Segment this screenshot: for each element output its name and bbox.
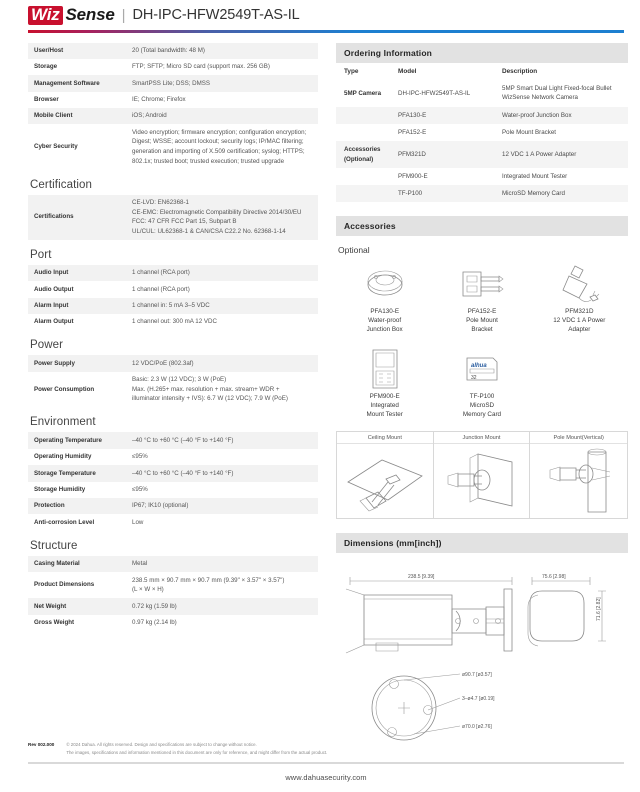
ordering-information-panel [336, 43, 628, 203]
ordering-row [336, 141, 628, 168]
spec-key: Power Supply [34, 359, 75, 367]
dimensions-panel-title: Dimensions (mm[inch]) [336, 533, 628, 553]
accessory-desc-line: Bracket [471, 326, 493, 334]
section-title: Environment [30, 416, 96, 429]
spec-value [126, 482, 318, 498]
ordering-type [336, 168, 390, 185]
spec-row [28, 465, 318, 481]
spec-value [126, 195, 318, 240]
dim-length-label: 238.5 [9.39] [408, 574, 435, 581]
spec-key: Audio Input [34, 269, 69, 277]
spec-value-line: (L × W × H) [132, 586, 164, 594]
spec-row [28, 298, 318, 314]
ordering-row [336, 124, 628, 141]
spec-key: Casing Material [34, 560, 80, 568]
spec-value-line: Basic: 2.3 W (12 VDC); 3 W (PoE) [132, 376, 227, 384]
spec-value-line: 1 channel (RCA port) [132, 269, 190, 277]
mount-tester-icon [338, 347, 431, 391]
spec-key: Net Weight [34, 602, 67, 610]
accessory-desc-line: Pole Mount [466, 317, 498, 325]
ordering-description: Pole Mount Bracket [502, 129, 556, 136]
spec-value-line: illuminator intensity + IVS): 6.7 W (12 VDC); 7.9 W (PoE) [132, 395, 288, 403]
spec-key: Operating Humidity [34, 453, 92, 461]
spec-key: Operating Temperature [34, 436, 102, 444]
dimensions-drawings [336, 553, 628, 752]
spec-key: Alarm Output [34, 318, 74, 326]
accessory-item [531, 259, 628, 340]
legal-line-2: The images, specifications and information mentioned in this document are only for reference, and might differ from the actual product. [66, 749, 328, 755]
legal-line-1: © 2024 Dahua. All rights reserved. Design and specifications are subject to change without notice. [66, 742, 257, 747]
mount-pole-caption: Pole Mount(Vertical) [530, 432, 627, 444]
accessory-desc-line: MicroSD [469, 402, 495, 410]
spec-row [28, 43, 318, 59]
dim-base-inner-label: ø70.0 [ø2.76] [462, 724, 492, 731]
spec-row [28, 498, 318, 514]
ordering-description: 12 VDC 1 A Power Adapter [502, 150, 577, 158]
ordering-header-row [336, 63, 628, 81]
ordering-panel-title: Ordering Information [336, 43, 628, 63]
spec-value [126, 514, 318, 530]
ordering-type [336, 124, 390, 141]
spec-key: Storage Humidity [34, 486, 86, 494]
wiz-badge: Wiz [28, 6, 63, 25]
spec-value-line: UL/CUL: UL62368-1 & CAN/CSA C22.2 No. 62368-1-14 [132, 227, 286, 235]
ordering-description: 5MP Smart Dual Light Fixed-focal Bullet WizSense Network Camera [502, 85, 612, 102]
accessories-grid [336, 259, 628, 425]
accessory-model: TF-P100 [469, 393, 495, 401]
website-url[interactable]: www.dahuasecurity.com [285, 773, 367, 782]
accessory-label [435, 393, 528, 420]
footer-text [28, 741, 624, 762]
spec-value-line: IP67; IK10 (optional) [132, 502, 189, 510]
page-title: DH-IPC-HFW2549T-AS-IL [132, 7, 300, 23]
left-column [28, 43, 318, 631]
mount-junction-caption: Junction Mount [434, 432, 530, 444]
spec-row [28, 355, 318, 371]
svg-text:32: 32 [470, 375, 477, 382]
spec-value [126, 314, 318, 330]
ordering-type: 5MP Camera [344, 89, 382, 97]
spec-key: Gross Weight [34, 618, 75, 626]
spec-key: Browser [34, 96, 59, 104]
mount-ceiling-caption: Ceiling Mount [337, 432, 433, 444]
microsd-card-icon [435, 347, 528, 391]
ordering-row [336, 107, 628, 124]
spec-row [28, 75, 318, 91]
dim-base-outer-label: ø90.7 [ø3.57] [462, 672, 492, 679]
accessory-desc-line: Integrated [370, 402, 399, 410]
dim-front-width-label: 75.6 [2.98] [542, 574, 566, 581]
spec-value [126, 265, 318, 281]
spec-key: Certifications [34, 213, 74, 221]
spec-value [126, 498, 318, 514]
spec-row [28, 314, 318, 330]
spec-row [28, 432, 318, 448]
ordering-description: Integrated Mount Tester [502, 172, 568, 180]
spec-key: Protection [34, 502, 65, 510]
header-separator: | [121, 6, 126, 24]
spec-table [28, 556, 318, 631]
spec-row [28, 265, 318, 281]
ordering-col-model: Model [398, 67, 417, 75]
mount-diagram-box [336, 431, 628, 519]
spec-value-line: Metal [132, 560, 148, 568]
page-header [0, 0, 640, 30]
spec-key: Management Software [34, 79, 100, 87]
pole-mount-bracket-icon [435, 262, 528, 306]
spec-key: Audio Output [34, 285, 74, 293]
spec-value-line: 0.97 kg (2.14 lb) [132, 618, 177, 626]
spec-value-line: –40 °C to +60 °C (–40 °F to +140 °F) [132, 469, 234, 477]
content-columns [0, 33, 640, 753]
dim-front-height-label: 71.6 [2.82] [596, 597, 602, 622]
spec-row [28, 59, 318, 75]
power-adapter-icon [533, 262, 626, 306]
spec-key: Power Consumption [34, 385, 95, 393]
spec-row [28, 482, 318, 498]
spec-row [28, 449, 318, 465]
ordering-table [336, 63, 628, 203]
spec-row [28, 108, 318, 124]
accessory-model: PFA152-E [467, 308, 497, 316]
accessory-model: PFM900-E [369, 393, 400, 401]
base-view-drawing [336, 666, 628, 752]
spec-key: Product Dimensions [34, 581, 95, 589]
accessory-item [336, 259, 433, 340]
spec-key: Storage [34, 63, 58, 71]
ordering-model: DH-IPC-HFW2549T-AS-IL [398, 89, 471, 97]
ordering-description: Water-proof Junction Box [502, 111, 572, 119]
spec-value [126, 572, 318, 598]
wizsense-logo [28, 5, 115, 25]
accessories-panel-title: Accessories [336, 216, 628, 236]
accessory-desc-line: Water-proof [368, 317, 402, 325]
spec-row [28, 514, 318, 530]
spec-row [28, 92, 318, 108]
spec-key: Storage Temperature [34, 469, 96, 477]
spec-value [126, 449, 318, 465]
spec-value-line: CE-EMC: Electromagnetic Compatibility Directive 2014/30/EU [132, 208, 302, 216]
svg-text:alhua: alhua [470, 363, 487, 370]
dim-base-holes-label: 3–ø4.7 [ø0.19] [462, 696, 495, 703]
spec-row [28, 615, 318, 631]
section-title: Certification [30, 178, 93, 191]
spec-value: Video encryption; firmware encryption; configuration encryption; Digest; WSSE; account lockout; security logs; IP/MAC filtering; generation and importing of X.509 certification; syslog; HTTPS; 802.1x; trusted boot; trusted execution; trusted upgrade [132, 128, 307, 165]
mount-ceiling [337, 432, 434, 518]
ordering-col-type: Type [344, 67, 359, 75]
spec-value-line: –40 °C to +60 °C (–40 °F to +140 °F) [132, 436, 234, 444]
ordering-model: PFM321D [398, 150, 426, 158]
accessory-item [336, 344, 433, 425]
accessory-model: PFA130-E [370, 308, 400, 316]
spec-key: User/Host [34, 46, 64, 54]
spec-value-line: 1 channel out: 300 mA 12 VDC [132, 318, 217, 326]
spec-value [126, 432, 318, 448]
spec-value-line: Max. (H.265+ max. resolution + max. stream+ WDR + [132, 385, 280, 393]
section-title: Port [30, 248, 52, 261]
spec-table [28, 432, 318, 530]
general-spec-table [28, 43, 318, 170]
ordering-description: MicroSD Memory Card [502, 190, 565, 198]
spec-key: Mobile Client [34, 112, 73, 120]
spec-value-line: Low [132, 518, 144, 526]
spec-value-line: 0.72 kg (1.59 lb) [132, 602, 177, 610]
spec-value [126, 372, 318, 408]
spec-row [28, 124, 318, 169]
spec-value: 20 (Total bandwidth: 48 M) [132, 46, 205, 54]
ordering-model: PFM900-E [398, 172, 428, 180]
accessory-label [338, 308, 431, 335]
spec-value-line: 238.5 mm × 90.7 mm × 90.7 mm (9.39" × 3.57" × 3.57") [132, 576, 285, 584]
ceiling-mount-diagram [337, 444, 433, 518]
page-footer [0, 741, 640, 792]
ordering-row [336, 168, 628, 185]
spec-value: FTP; SFTP; Micro SD card (support max. 256 GB) [132, 63, 270, 71]
mount-junction [434, 432, 531, 518]
spec-key: Anti-corrosion Level [34, 518, 95, 526]
spec-table [28, 265, 318, 331]
accessory-desc-line: 12 VDC 1 A Power [553, 317, 606, 325]
spec-value-line: 12 VDC/PoE (802.3af) [132, 359, 194, 367]
spec-value [126, 556, 318, 572]
spec-table [28, 195, 318, 240]
spec-key: Alarm Input [34, 302, 69, 310]
spec-value [126, 465, 318, 481]
side-and-front-view-drawing [336, 559, 628, 664]
spec-table [28, 355, 318, 407]
junction-mount-diagram [434, 444, 530, 518]
spec-row [28, 281, 318, 297]
accessories-subtitle: Optional [338, 245, 370, 256]
spec-value-line: ≤95% [132, 486, 148, 494]
spec-value-line: 1 channel in: 5 mA 3–5 VDC [132, 302, 210, 310]
accessories-panel [336, 216, 628, 519]
junction-box-icon [338, 262, 431, 306]
spec-row [28, 598, 318, 614]
spec-value [126, 281, 318, 297]
ordering-type [336, 107, 390, 124]
spec-row [28, 556, 318, 572]
section-title: Structure [30, 539, 78, 552]
spec-value-line: FCC: 47 CFR FCC Part 15, Subpart B [132, 218, 237, 226]
ordering-row [336, 80, 628, 107]
accessory-item [433, 344, 530, 425]
ordering-type: Accessories (Optional) [344, 146, 381, 163]
sense-wordmark: Sense [65, 5, 115, 24]
spec-value: iOS; Android [132, 112, 167, 120]
spec-value-line: CE-LVD: EN62368-1 [132, 199, 189, 207]
ordering-col-description: Description [502, 67, 538, 75]
spec-row [28, 572, 318, 598]
ordering-model: PFA152-E [398, 129, 427, 136]
accessory-desc-line: Mount Tester [366, 411, 403, 419]
spec-value [126, 615, 318, 631]
spec-key: Cyber Security [34, 143, 78, 151]
legal-block [66, 741, 327, 756]
mount-pole [530, 432, 627, 518]
spec-value: SmartPSS Lite; DSS; DMSS [132, 79, 211, 87]
ordering-type [336, 185, 390, 202]
dimensions-panel [336, 533, 628, 752]
accessory-desc-line: Memory Card [462, 411, 502, 419]
spec-value-line: ≤95% [132, 453, 148, 461]
revision-label: Rev 002.000 [28, 741, 55, 747]
pole-mount-diagram [530, 444, 627, 518]
ordering-row [336, 185, 628, 202]
section-title: Power [30, 339, 64, 352]
accessory-model: PFM321D [565, 308, 594, 316]
accessory-label [338, 393, 431, 420]
spec-value-line: 1 channel (RCA port) [132, 285, 190, 293]
accessory-item [433, 259, 530, 340]
ordering-model: TF-P100 [398, 190, 423, 198]
spec-value [126, 355, 318, 371]
accessory-label [533, 308, 626, 335]
accessory-desc-line: Adapter [568, 326, 591, 334]
spec-row [28, 195, 318, 240]
accessory-desc-line: Junction Box [366, 326, 403, 334]
spec-row [28, 372, 318, 408]
spec-value: IE; Chrome; Firefox [132, 96, 186, 104]
right-column [336, 43, 628, 753]
spec-value [126, 598, 318, 614]
spec-value [126, 298, 318, 314]
accessory-label [435, 308, 528, 335]
ordering-model: PFA130-E [398, 111, 427, 119]
